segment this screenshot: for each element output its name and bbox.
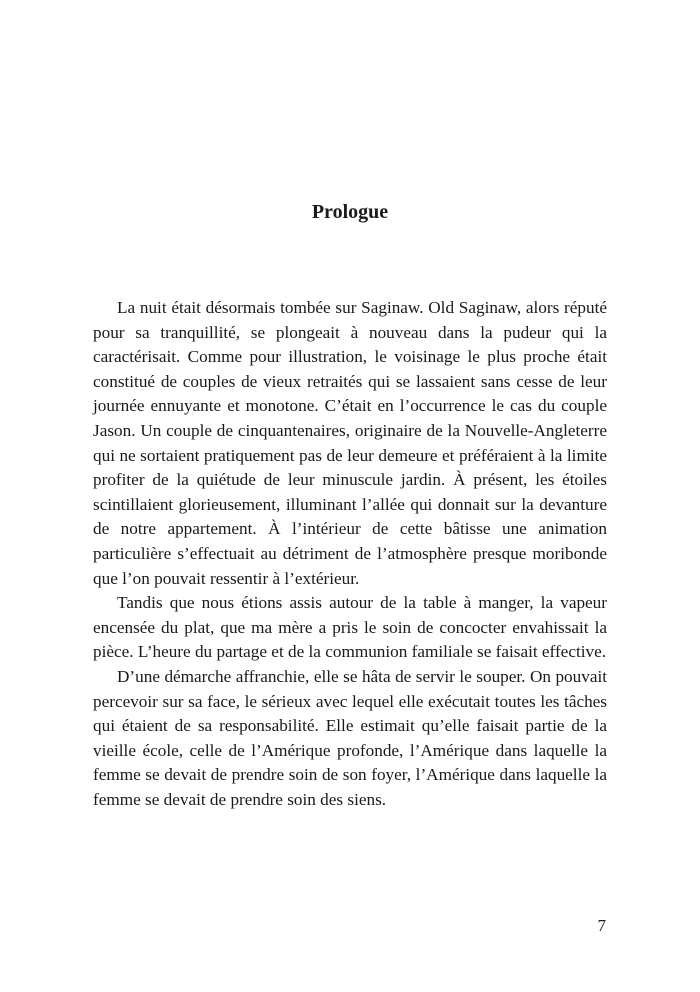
chapter-title: Prologue [311, 201, 389, 223]
page-number: 7 [597, 916, 606, 935]
body-text [93, 296, 607, 812]
paragraph-3: D’une démarche affranchie, elle se hâta de servir le souper. On pouvait percevoir sur sa face, le sérieux avec lequel elle exécutait toutes les tâches qui étaient de sa responsabilité. Elle estimait qu’elle faisait partie de la vieille école, celle de l’Amérique profonde, l’Amérique dans laquelle la femme se devait de prendre soin de son foyer, l’Amérique dans laquelle la femme se devait de prendre soin des siens. [93, 666, 607, 809]
paragraph-2: Tandis que nous étions assis autour de la table à manger, la vapeur encensée du plat, que ma mère a pris le soin de concocter envahissait la pièce. L’heure du partage et de la communion familiale se faisait effective. [93, 593, 607, 662]
paragraph-1: La nuit était désormais tombée sur Saginaw. Old Saginaw, alors réputé pour sa tranquillité, se plongeait à nouveau dans la pudeur qui la caractérisait. Comme pour illustration, le voisinage le plus proche était constitué de couples de vieux retraités qui se lassaient sans cesse de leur journée ennuyante et monotone. C’était en l’occurrence le cas du couple Jason. Un couple de cinquantenaires, originaire de la Nouvelle-Angleterre qui ne sortaient pratiquement pas de leur demeure et préféraient à la limite profiter de la quiétude de leur minuscule jardin. À présent, les étoiles scintillaient glorieusement, illuminant l’allée qui donnait sur la devanture de notre appartement. À l’intérieur de cette bâtisse une animation particulière s’effectuait au détriment de l’atmosphère presque moribonde que l’on pouvait ressentir à l’extérieur. [93, 298, 607, 588]
